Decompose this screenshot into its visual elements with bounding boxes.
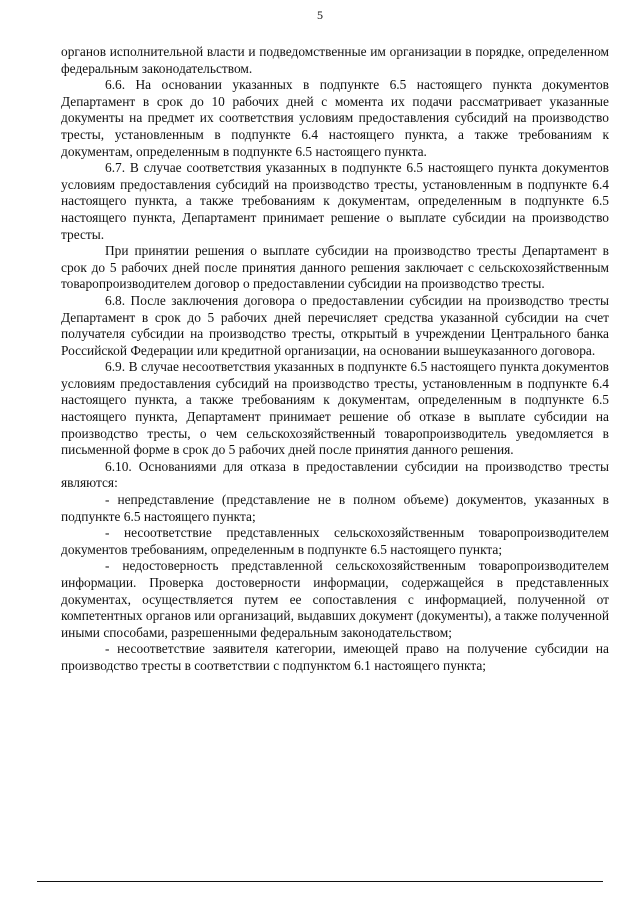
paragraph-6-7-contract: При принятии решения о выплате субсидии на производство тресты Департамент в срок до 5 рабочих дней после принятия данного решения заключает с сельскохозяйственным товаропроизводителем договор о предоставлении субсидии на производство тресты.	[61, 243, 609, 292]
bottom-rule	[37, 881, 603, 882]
document-body	[61, 44, 609, 675]
page-number: 5	[317, 8, 323, 22]
paragraph-6-9: 6.9. В случае несоответствия указанных в подпункте 6.5 настоящего пункта документов условиям предоставления субсидий на производство тресты, установленным в подпункте 6.4 настоящего пункта, а также требованиям к документам, определенным в подпункте 6.5 настоящего пункта, Департамент принимает решение об отказе в выплате субсидии на производство тресты, о чем сельскохозяйственный товаропроизводитель уведомляется в письменной форме в срок до 5 рабочих дней после принятия данного решения.	[61, 359, 609, 458]
list-item-unreliability: - недостоверность представленной сельскохозяйственным товаропроизводителем информации. Проверка достоверности информации, содержащейся в представленных документах, осуществляется путем ее сопоставления с информацией, полученной от компетентных органов или организаций, выдавших документ (документы), а также полученной иными способами, разрешенными федеральным законодательством;	[61, 558, 609, 640]
paragraph-6-7: 6.7. В случае соответствия указанных в подпункте 6.5 настоящего пункта документов условиям предоставления субсидий на производство тресты, установленным в подпункте 6.4 настоящего пункта, а также требованиям к документам, определенным в подпункте 6.5 настоящего пункта, Департамент принимает решение о выплате субсидии на производство тресты.	[61, 160, 609, 242]
paragraph-6-8: 6.8. После заключения договора о предоставлении субсидии на производство тресты Департамент в срок до 5 рабочих дней перечисляет средства указанной субсидии на счет получателя субсидии на производство тресты, открытый в учреждении Центрального банка Российской Федерации или кредитной организации, на основании вышеуказанного договора.	[61, 292, 609, 358]
paragraph-continuation: органов исполнительной власти и подведомственные им организации в порядке, определенном федеральным законодательством.	[61, 44, 609, 76]
paragraph-6-6: 6.6. На основании указанных в подпункте 6.5 настоящего пункта документов Департамент в срок до 10 рабочих дней с момента их подачи рассматривает указанные документы на предмет их соответствия условиям предоставления субсидий на производство тресты, установленным в подпункте 6.4 настоящего пункта, а также требованиям к документам, определенным в подпункте 6.5 настоящего пункта.	[61, 77, 609, 159]
list-item-nonsubmission: - непредставление (представление не в полном объеме) документов, указанных в подпункте 6.5 настоящего пункта;	[61, 492, 609, 524]
paragraph-6-10: 6.10. Основаниями для отказа в предоставлении субсидии на производство тресты являются:	[61, 458, 609, 491]
list-item-noncompliance: - несоответствие представленных сельскохозяйственным товаропроизводителем документов требованиям, определенным в подпункте 6.5 настоящего пункта;	[61, 525, 609, 557]
list-item-category-mismatch: - несоответствие заявителя категории, имеющей право на получение субсидии на производство тресты в соответствии с подпунктом 6.1 настоящего пункта;	[61, 641, 609, 673]
